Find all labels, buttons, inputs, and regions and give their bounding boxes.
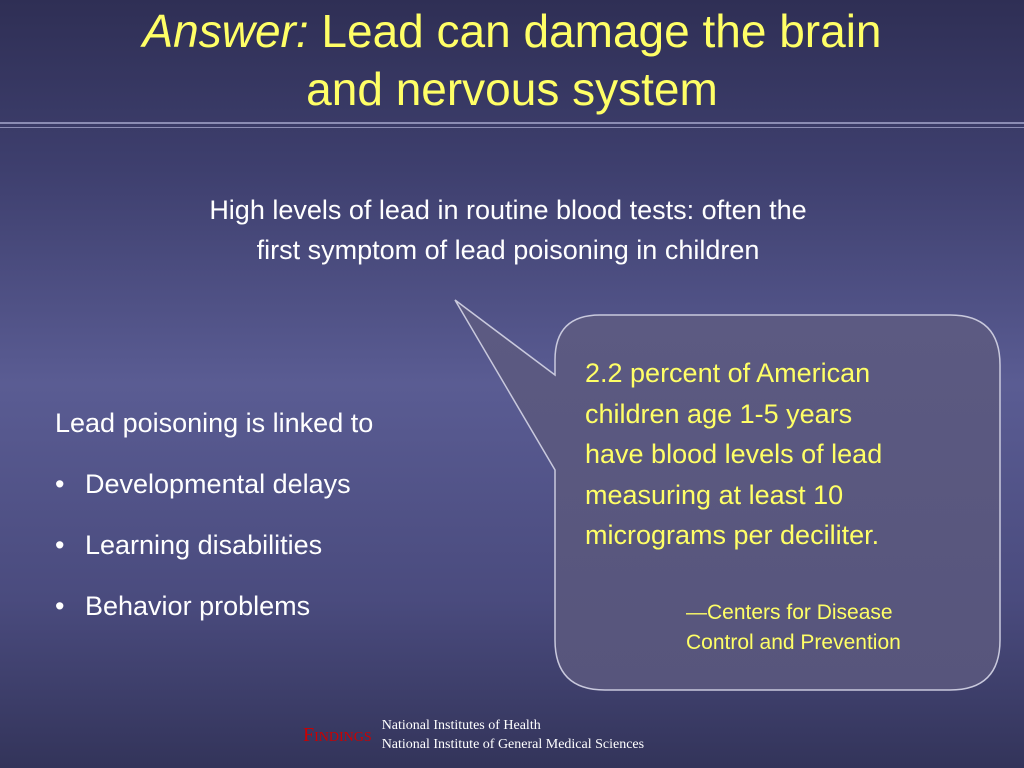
subtitle-line-1: High levels of lead in routine blood tests: often the: [209, 195, 807, 225]
answer-label: Answer:: [142, 5, 309, 57]
attribution-line-2: Control and Prevention: [686, 631, 901, 654]
title-text-1: Lead can damage the brain: [321, 5, 882, 57]
bullet-icon: •: [55, 591, 65, 621]
findings-logo: Findings: [303, 723, 372, 746]
callout-line: 2.2 percent of American: [585, 358, 871, 388]
bullet-icon: •: [55, 469, 65, 499]
callout-line: micrograms per deciliter.: [585, 520, 880, 550]
subtitle-line-2: first symptom of lead poisoning in children: [256, 235, 760, 265]
list-item-label: Behavior problems: [85, 591, 311, 621]
effects-list: [55, 403, 373, 647]
footer-line-1: National Institutes of Health: [381, 718, 541, 733]
callout-line: have blood levels of lead: [585, 439, 883, 469]
title-line-2: and nervous system: [306, 63, 718, 115]
footer: [303, 716, 644, 754]
list-item: [55, 464, 373, 525]
footer-line-2: National Institute of General Medical Sciences: [381, 737, 645, 752]
bullet-icon: •: [55, 530, 65, 560]
list-item: [55, 586, 373, 647]
footer-credits: [382, 716, 644, 754]
callout-text: [585, 353, 985, 556]
list-item: [55, 525, 373, 586]
list-item-label: Learning disabilities: [85, 530, 323, 560]
attribution-line-1: —Centers for Disease: [686, 601, 893, 624]
callout-line: children age 1-5 years: [585, 398, 853, 429]
callout-attribution: [686, 598, 986, 658]
callout-line: measuring at least 10: [585, 479, 844, 510]
list-intro: Lead poisoning is linked to: [55, 408, 374, 438]
list-item-label: Developmental delays: [85, 469, 351, 499]
